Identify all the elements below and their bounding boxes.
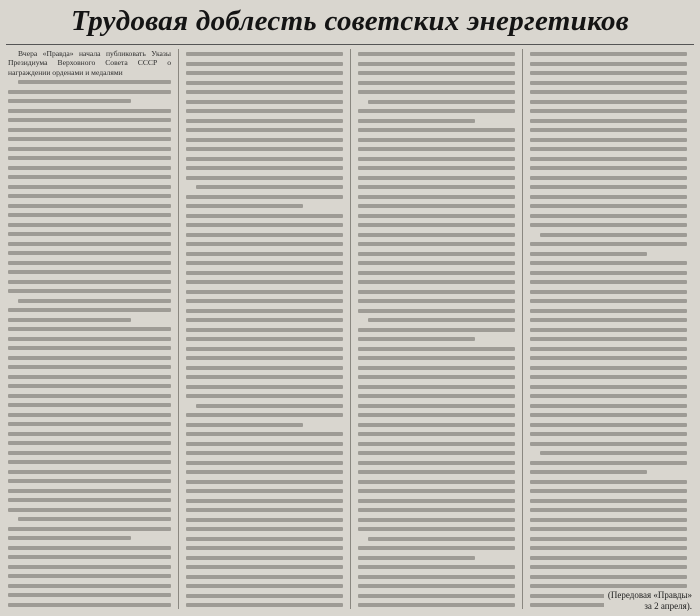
print-line: [530, 375, 687, 379]
print-line: [186, 299, 343, 303]
print-line: [8, 603, 171, 607]
print-line: [186, 385, 343, 389]
print-line: [530, 185, 687, 189]
print-line: [186, 119, 343, 123]
print-line: [358, 404, 515, 408]
print-line: [186, 81, 343, 85]
print-line: [358, 480, 515, 484]
print-lines: [358, 49, 515, 609]
print-line: [358, 375, 515, 379]
print-line: [18, 80, 171, 84]
print-line: [358, 109, 515, 113]
print-line: [8, 441, 171, 445]
print-line: [8, 204, 171, 208]
print-line: [368, 537, 515, 541]
print-line: [8, 508, 171, 512]
source-line: (Передовая «Правды»: [607, 590, 692, 600]
print-line: [530, 166, 687, 170]
print-line: [358, 185, 515, 189]
print-line: [8, 403, 171, 407]
print-line: [186, 518, 343, 522]
print-line: [358, 166, 515, 170]
print-line: [8, 432, 171, 436]
print-line: [358, 328, 515, 332]
print-line: [358, 461, 515, 465]
print-line: [186, 499, 343, 503]
print-line: [530, 261, 687, 265]
print-line: [530, 518, 687, 522]
print-line: [358, 157, 515, 161]
print-line: [8, 565, 171, 569]
print-line: [358, 252, 515, 256]
print-line: [186, 100, 343, 104]
print-line: [186, 413, 343, 417]
print-line: [358, 489, 515, 493]
print-line: [8, 422, 171, 426]
print-line: [186, 214, 343, 218]
print-line: [8, 451, 171, 455]
print-line: [530, 309, 687, 313]
print-line: [8, 213, 171, 217]
print-line: [530, 470, 647, 474]
print-line: [530, 404, 687, 408]
print-line: [186, 575, 343, 579]
print-line: [186, 147, 343, 151]
article-paragraph: Вчера «Правда» начала публиковать Указы Президиума Верховного Совета СССР о награждении орденами и медалями: [8, 49, 171, 77]
print-line: [8, 270, 171, 274]
print-line: [8, 128, 171, 132]
print-line: [530, 385, 687, 389]
print-line: [8, 479, 171, 483]
source-attribution: [604, 590, 692, 612]
print-line: [358, 271, 515, 275]
print-line: [186, 204, 303, 208]
print-line: [358, 584, 515, 588]
print-line: [530, 546, 687, 550]
print-line: [530, 223, 687, 227]
print-line: [186, 451, 343, 455]
print-line: [8, 99, 131, 103]
print-line: [530, 280, 687, 284]
print-line: [530, 242, 687, 246]
print-line: [358, 337, 475, 341]
print-line: [358, 413, 515, 417]
print-line: [358, 261, 515, 265]
print-line: [186, 62, 343, 66]
print-line: [8, 109, 171, 113]
print-line: [358, 214, 515, 218]
print-line: [530, 413, 687, 417]
print-lines: [530, 49, 687, 609]
print-line: [18, 517, 171, 521]
print-line: [186, 128, 343, 132]
print-line: [530, 537, 687, 541]
print-line: [358, 451, 515, 455]
print-line: [186, 584, 343, 588]
print-lines: [186, 49, 343, 609]
print-line: [8, 527, 171, 531]
print-line: [8, 232, 171, 236]
print-line: [530, 138, 687, 142]
print-line: [358, 575, 515, 579]
print-line: [8, 289, 171, 293]
print-line: [196, 404, 343, 408]
print-line: [530, 318, 687, 322]
print-line: [186, 461, 343, 465]
print-line: [358, 204, 515, 208]
print-line: [530, 508, 687, 512]
print-line: [530, 176, 687, 180]
print-line: [186, 290, 343, 294]
print-line: [186, 223, 343, 227]
print-line: [186, 318, 343, 322]
print-line: [530, 128, 687, 132]
print-line: [186, 594, 343, 598]
print-line: [358, 394, 515, 398]
print-line: [530, 575, 687, 579]
print-line: [186, 138, 343, 142]
print-line: [358, 62, 515, 66]
print-line: [358, 71, 515, 75]
print-line: [186, 337, 343, 341]
print-line: [186, 71, 343, 75]
print-line: [8, 175, 171, 179]
print-line: [530, 556, 687, 560]
print-line: [530, 147, 687, 151]
print-line: [8, 185, 171, 189]
print-line: [358, 508, 515, 512]
print-line: [358, 309, 515, 313]
print-line: [8, 327, 171, 331]
print-line: [8, 546, 171, 550]
divider: [6, 44, 694, 45]
print-line: [186, 375, 343, 379]
print-line: [186, 470, 343, 474]
print-line: [8, 536, 131, 540]
print-line: [358, 432, 515, 436]
print-line: [186, 166, 343, 170]
article-column-2: [178, 49, 350, 609]
print-line: [8, 394, 171, 398]
print-line: [186, 242, 343, 246]
print-line: [8, 118, 171, 122]
print-line: [530, 204, 687, 208]
print-line: [8, 90, 171, 94]
print-line: [186, 508, 343, 512]
print-line: [358, 299, 515, 303]
print-line: [530, 356, 687, 360]
print-line: [8, 280, 171, 284]
print-line: [530, 100, 687, 104]
print-line: [186, 366, 343, 370]
print-line: [8, 346, 171, 350]
print-line: [8, 194, 171, 198]
print-line: [186, 394, 343, 398]
print-line: [186, 328, 343, 332]
print-line: [358, 90, 515, 94]
print-line: [358, 81, 515, 85]
print-line: [358, 52, 515, 56]
print-line: [8, 337, 171, 341]
print-line: [358, 499, 515, 503]
article-column-3: [350, 49, 522, 609]
print-line: [186, 109, 343, 113]
print-line: [186, 356, 343, 360]
print-line: [8, 147, 171, 151]
print-line: [530, 119, 687, 123]
print-line: [530, 290, 687, 294]
headline: Трудовая доблесть советских энергетиков: [70, 5, 630, 37]
print-line: [18, 299, 171, 303]
print-line: [358, 565, 515, 569]
print-line: [368, 318, 515, 322]
print-line: [186, 309, 343, 313]
print-line: [8, 223, 171, 227]
print-line: [8, 156, 171, 160]
print-line: [530, 299, 687, 303]
print-line: [530, 366, 687, 370]
print-line: [358, 527, 515, 531]
print-line: [186, 271, 343, 275]
print-line: [358, 518, 515, 522]
print-line: [8, 555, 171, 559]
print-line: [8, 584, 171, 588]
print-line: [358, 195, 515, 199]
print-line: [8, 574, 171, 578]
print-line: [530, 480, 687, 484]
print-line: [8, 470, 171, 474]
print-line: [8, 413, 171, 417]
print-line: [186, 347, 343, 351]
print-line: [8, 489, 171, 493]
print-line: [8, 365, 171, 369]
print-line: [186, 195, 343, 199]
print-line: [358, 242, 515, 246]
print-line: [186, 442, 343, 446]
print-line: [530, 347, 687, 351]
print-line: [186, 52, 343, 56]
print-line: [186, 537, 343, 541]
print-line: [8, 375, 171, 379]
print-line: [358, 119, 475, 123]
print-line: [358, 594, 515, 598]
print-line: [8, 593, 171, 597]
print-line: [186, 252, 343, 256]
print-line: [358, 347, 515, 351]
print-line: [530, 252, 647, 256]
print-line: [8, 356, 171, 360]
print-line: [186, 176, 343, 180]
print-line: [358, 356, 515, 360]
print-line: [8, 308, 171, 312]
print-line: [186, 157, 343, 161]
print-line: [530, 337, 687, 341]
print-lines: [8, 49, 171, 609]
print-line: [530, 442, 687, 446]
article-column-1: [6, 49, 178, 609]
print-line: [530, 81, 687, 85]
print-line: [186, 489, 343, 493]
print-line: [186, 423, 303, 427]
print-line: [358, 603, 515, 607]
print-line: [186, 261, 343, 265]
print-line: [196, 185, 343, 189]
print-line: [358, 442, 515, 446]
print-line: [358, 470, 515, 474]
print-line: [8, 137, 171, 141]
print-line: [8, 318, 131, 322]
print-line: [530, 565, 687, 569]
print-line: [530, 214, 687, 218]
print-line: [530, 109, 687, 113]
print-line: [540, 233, 687, 237]
print-line: [8, 384, 171, 388]
print-line: [186, 432, 343, 436]
print-line: [530, 52, 687, 56]
print-line: [530, 432, 687, 436]
article-columns: [6, 49, 694, 609]
print-line: [358, 128, 515, 132]
print-line: [358, 290, 515, 294]
print-line: [530, 394, 687, 398]
print-line: [358, 176, 515, 180]
print-line: [358, 147, 515, 151]
print-line: [358, 546, 515, 550]
source-line: за 2 апреля).: [644, 601, 692, 611]
print-line: [368, 100, 515, 104]
print-line: [186, 565, 343, 569]
print-line: [358, 385, 515, 389]
print-line: [530, 461, 687, 465]
print-line: [358, 556, 475, 560]
print-line: [8, 261, 171, 265]
print-line: [358, 223, 515, 227]
print-line: [186, 233, 343, 237]
print-line: [8, 498, 171, 502]
print-line: [186, 556, 343, 560]
print-line: [530, 62, 687, 66]
print-line: [358, 233, 515, 237]
print-line: [540, 451, 687, 455]
print-line: [8, 242, 171, 246]
print-line: [358, 423, 515, 427]
print-line: [358, 280, 515, 284]
print-line: [530, 271, 687, 275]
print-line: [530, 328, 687, 332]
print-line: [530, 423, 687, 427]
print-line: [186, 527, 343, 531]
print-line: [530, 584, 687, 588]
print-line: [530, 499, 687, 503]
print-line: [530, 195, 687, 199]
print-line: [8, 460, 171, 464]
print-line: [530, 527, 687, 531]
print-line: [186, 603, 343, 607]
print-line: [186, 480, 343, 484]
print-line: [358, 366, 515, 370]
print-line: [530, 90, 687, 94]
print-line: [186, 90, 343, 94]
print-line: [530, 71, 687, 75]
print-line: [358, 138, 515, 142]
print-line: [186, 280, 343, 284]
print-line: [8, 166, 171, 170]
print-line: [186, 546, 343, 550]
print-line: [530, 489, 687, 493]
print-line: [8, 251, 171, 255]
print-line: [530, 157, 687, 161]
article-column-4: [522, 49, 694, 609]
